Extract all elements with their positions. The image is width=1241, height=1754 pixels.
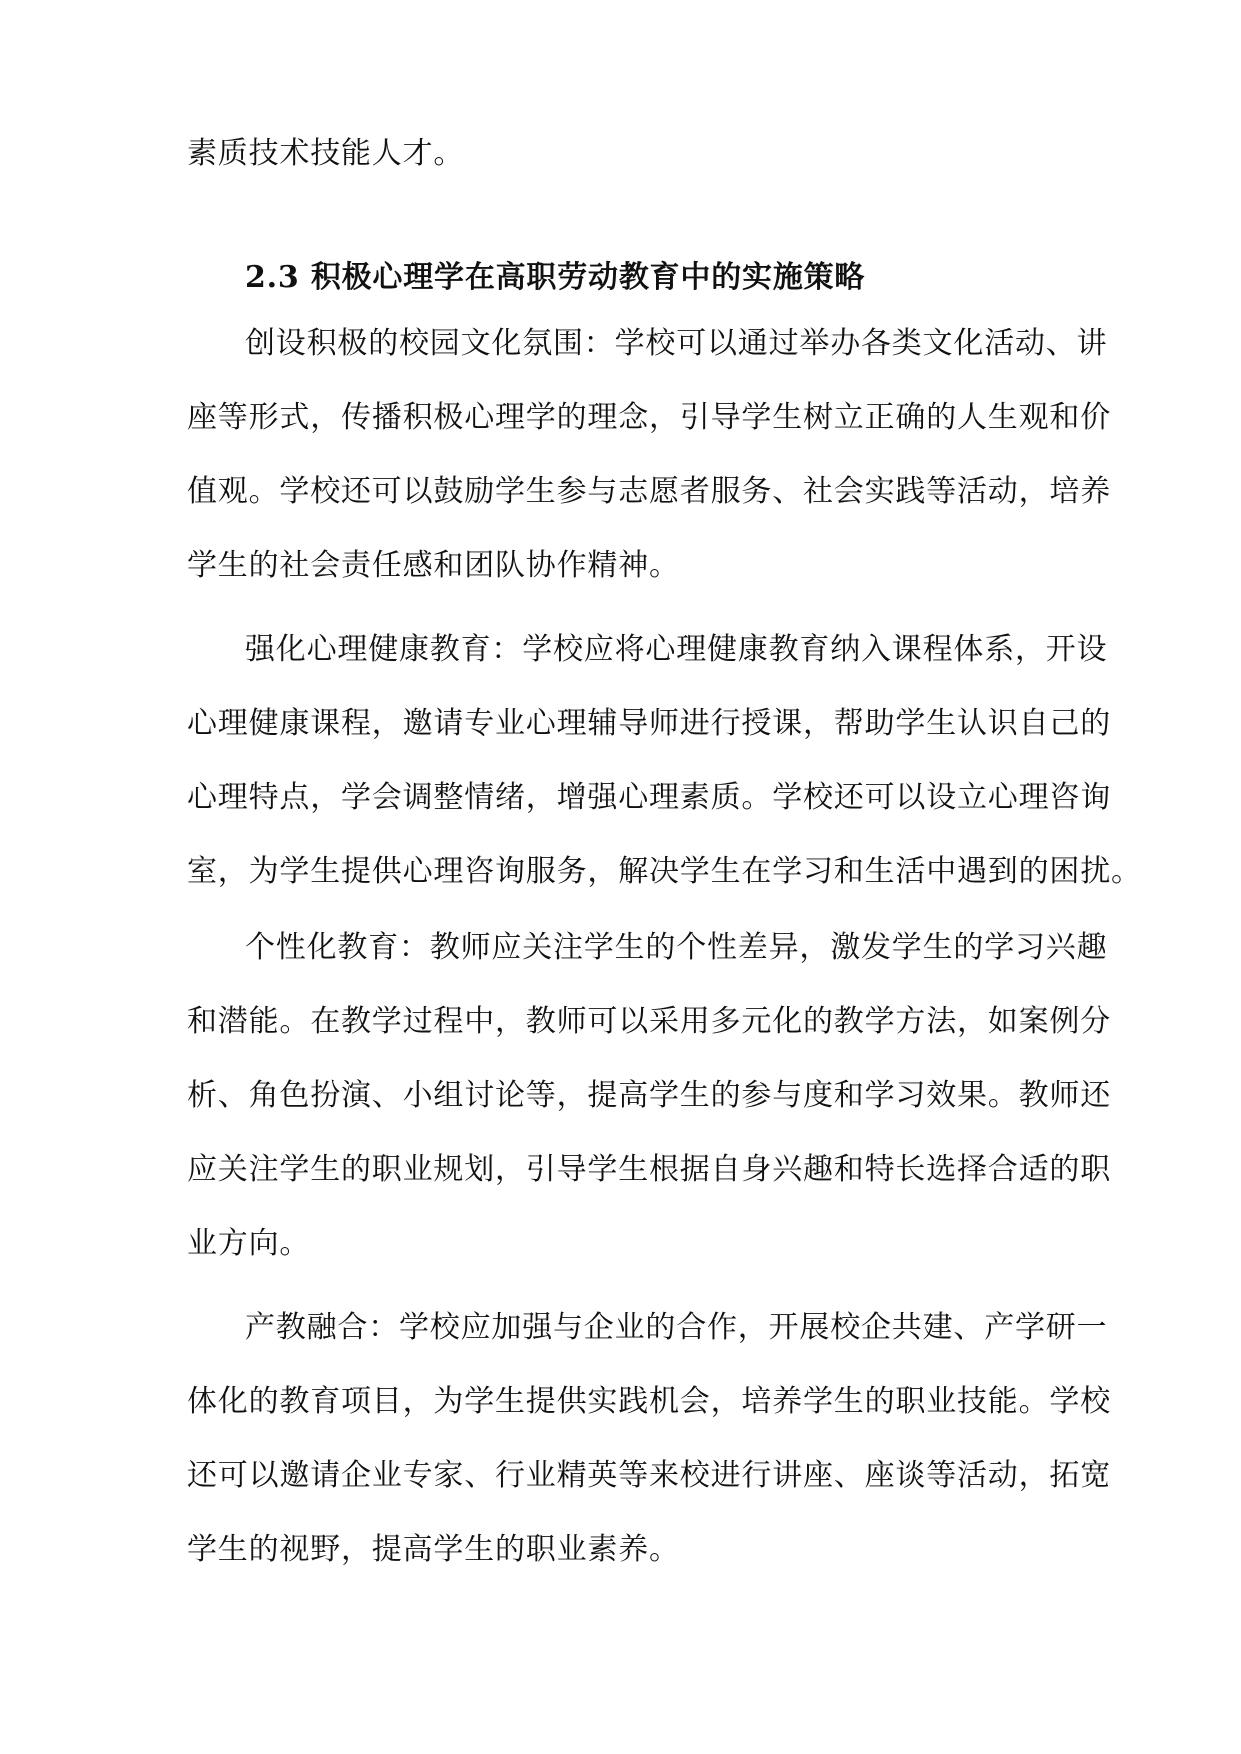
text-line: 业方向。 bbox=[187, 1226, 311, 1261]
text-line: 和潜能。在教学过程中，教师可以采用多元化的教学方法，如案例分 bbox=[187, 1004, 1111, 1039]
text-line: 学生的社会责任感和团队协作精神。 bbox=[187, 548, 680, 583]
text-line: 体化的教育项目，为学生提供实践机会，培养学生的职业技能。学校 bbox=[187, 1384, 1111, 1419]
text-line: 创设积极的校园文化氛围：学校可以通过举办各类文化活动、讲 bbox=[245, 326, 1108, 361]
text-line: 座等形式，传播积极心理学的理念，引导学生树立正确的人生观和价 bbox=[187, 400, 1111, 435]
text-line: 还可以邀请企业专家、行业精英等来校进行讲座、座谈等活动，拓宽 bbox=[187, 1458, 1111, 1493]
text-line: 学生的视野，提高学生的职业素养。 bbox=[187, 1532, 680, 1567]
text-line: 素质技术技能人才。 bbox=[187, 136, 465, 171]
text-line: 心理健康课程，邀请专业心理辅导师进行授课，帮助学生认识自己的 bbox=[187, 706, 1111, 741]
text-line: 心理特点，学会调整情绪，增强心理素质。学校还可以设立心理咨询 bbox=[187, 780, 1111, 815]
text-line: 值观。学校还可以鼓励学生参与志愿者服务、社会实践等活动，培养 bbox=[187, 474, 1111, 509]
text-line: 个性化教育：教师应关注学生的个性差异，激发学生的学习兴趣 bbox=[245, 930, 1108, 965]
text-line: 强化心理健康教育：学校应将心理健康教育纳入课程体系，开设 bbox=[245, 632, 1108, 667]
text-line: 室，为学生提供心理咨询服务，解决学生在学习和生活中遇到的困扰。 bbox=[187, 854, 1142, 889]
text-line: 产教融合：学校应加强与企业的合作，开展校企共建、产学研一 bbox=[245, 1310, 1108, 1345]
section-heading: 2.3 积极心理学在高职劳动教育中的实施策略 bbox=[245, 260, 866, 295]
text-line: 应关注学生的职业规划，引导学生根据自身兴趣和特长选择合适的职 bbox=[187, 1152, 1111, 1187]
text-line: 析、角色扮演、小组讨论等，提高学生的参与度和学习效果。教师还 bbox=[187, 1078, 1111, 1113]
